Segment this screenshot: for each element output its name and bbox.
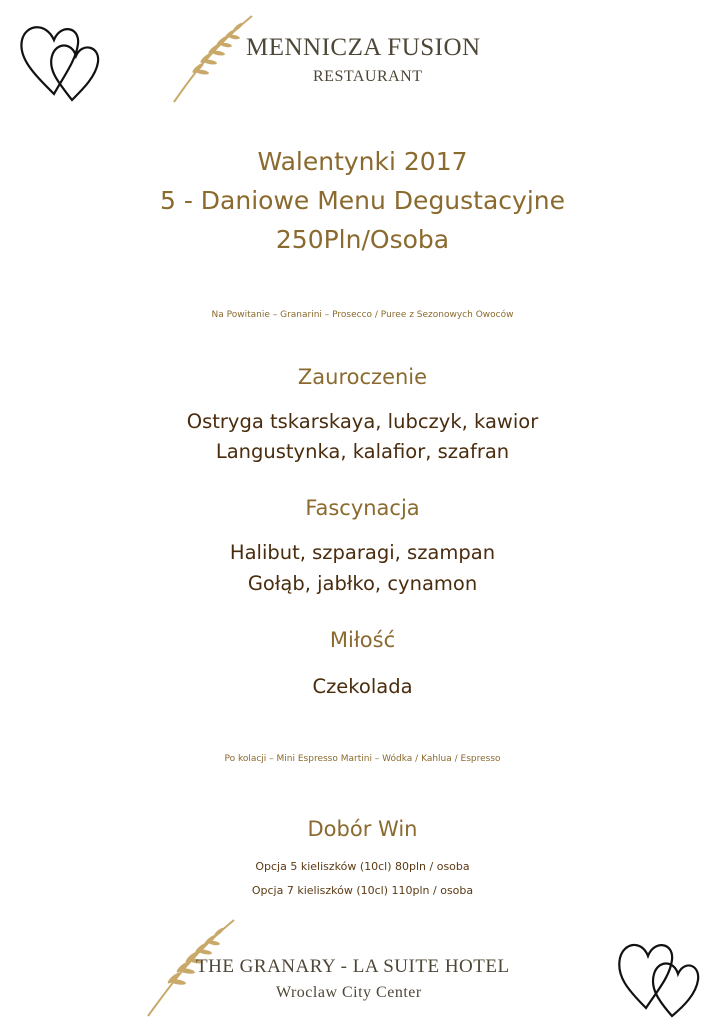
hotel-location: Wroclaw City Center [276, 984, 422, 1001]
dish-item: Ostryga tskarskaya, lubczyk, kawior [186, 410, 539, 433]
wheat-icon [168, 12, 258, 104]
wine-option: Opcja 5 kieliszków (10cl) 80pln / osoba [255, 860, 470, 873]
course-heading: Zauroczenie [297, 365, 428, 389]
menu-price: 250Pln/Osoba [275, 225, 450, 254]
hotel-name: THE GRANARY - LA SUITE HOTEL [196, 956, 510, 977]
menu-subtitle: 5 - Daniowe Menu Degustacyjne [159, 186, 566, 215]
hearts-icon [14, 12, 106, 106]
restaurant-subtitle: RESTAURANT [313, 68, 423, 85]
hearts-icon [612, 928, 704, 1022]
dish-item: Halibut, szparagi, szampan [229, 541, 496, 564]
wine-option: Opcja 7 kieliszków (10cl) 110pln / osoba [251, 884, 474, 897]
after-dinner-line: Po kolacji – Mini Espresso Martini – Wódka / Kahlua / Espresso [224, 754, 501, 764]
restaurant-name: MENNICZA FUSION [246, 34, 481, 61]
dish-item: Czekolada [312, 675, 413, 698]
welcome-line: Na Powitanie – Granarini – Prosecco / Puree z Sezonowych Owoców [211, 310, 514, 320]
course-heading: Fascynacja [305, 496, 420, 520]
wine-heading: Dobór Win [307, 817, 418, 841]
dish-item: Gołąb, jabłko, cynamon [247, 572, 478, 595]
menu-title: Walentynki 2017 [257, 147, 468, 176]
course-heading: Miłość [329, 628, 396, 652]
dish-item: Langustynka, kalafior, szafran [215, 440, 510, 463]
